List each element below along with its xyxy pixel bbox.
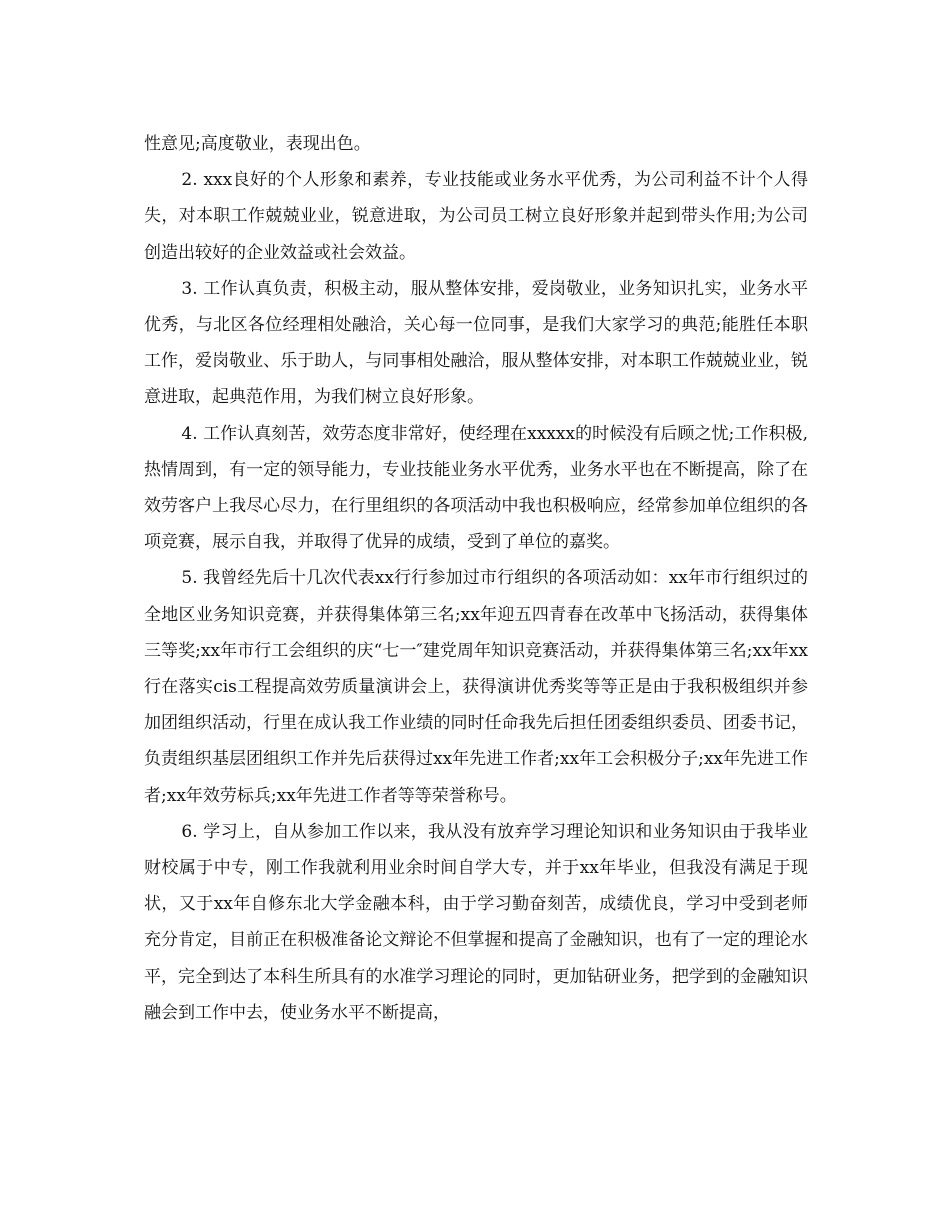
paragraph-continuation: 性意见;高度敬业，表现出色。	[144, 134, 371, 154]
document-body	[144, 126, 808, 1031]
paragraph-item-3: 3. 工作认真负责，积极主动，服从整体安排，爱岗敬业，业务知识扎实，业务水平优秀，与北区各位经理相处融洽，关心每一位同事，是我们大家学习的典范;能胜任本职工作，爱岗敬业、乐于助人，与同事相处融洽，服从整体安排，对本职工作兢兢业业，锐意进取，起典范作用，为我们树立良好形象。	[144, 278, 808, 408]
paragraph-item-4: 4. 工作认真刻苦，效劳态度非常好，使经理在xxxxx的时候没有后顾之忧;工作积极,热情周到，有一定的领导能力，专业技能业务水平优秀，业务水平也在不断提高，除了在效劳客户上我尽心尽力，在行里组织的各项活动中我也积极响应，经常参加单位组织的各项竞赛，展示自我，并取得了优异的成绩，受到了单位的嘉奖。	[144, 423, 808, 553]
paragraph-item-6: 6. 学习上，自从参加工作以来，我从没有放弃学习理论知识和业务知识由于我毕业财校属于中专，刚工作我就利用业余时间自学大专，并于xx年毕业，但我没有满足于现状，又于xx年自修东北大学金融本科，由于学习勤奋刻苦，成绩优良，学习中受到老师充分肯定，目前正在积极准备论文辩论不但掌握和提高了金融知识，也有了一定的理论水平，完全到达了本科生所具有的水准学习理论的同时，更加钻研业务，把学到的金融知识融会到工作中去，使业务水平不断提高，	[144, 821, 808, 1023]
paragraph-item-5: 5. 我曾经先后十几次代表xx行行参加过市行组织的各项活动如：xx年市行组织过的全地区业务知识竞赛，并获得集体第三名;xx年迎五四青春在改革中飞扬活动，获得集体三等奖;xx年市行工会组织的庆“七一″建党周年知识竞赛活动，并获得集体第三名;xx年xx行在落实cis工程提高效劳质量演讲会上，获得演讲优秀奖等等正是由于我积极组织并参加团组织活动，行里在成认我工作业绩的同时任命我先后担任团委组织委员、团委书记，负责组织基层团组织工作并先后获得过xx年先进工作者;xx年工会积极分子;xx年先进工作者;xx年效劳标兵;xx年先进工作者等等荣誉称号。	[144, 568, 808, 806]
paragraph-item-2: 2. xxx良好的个人形象和素养，专业技能或业务水平优秀，为公司利益不计个人得失，对本职工作兢兢业业，锐意进取，为公司员工树立良好形象并起到带头作用;为公司创造出较好的企业效益或社会效益。	[144, 170, 808, 263]
